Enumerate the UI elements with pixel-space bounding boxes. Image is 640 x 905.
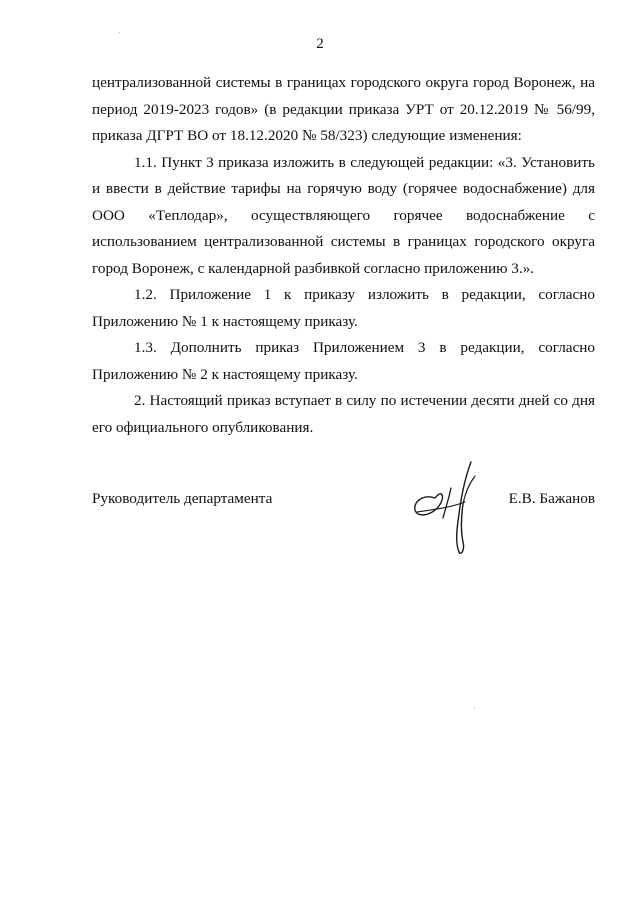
handwritten-signature: [405, 458, 495, 558]
scan-speck: [119, 32, 120, 33]
paragraph-item-2: 2. Настоящий приказ вступает в силу по истечении десяти дней со дня его официального опубликования.: [92, 392, 595, 436]
paragraph-item-1-2: 1.2. Приложение 1 к приказу изложить в редакции, согласно Приложению № 1 к настоящему приказу.: [92, 286, 595, 330]
scan-speck: [474, 708, 475, 709]
page-number: 2: [316, 36, 324, 52]
paragraph-continuation: централизованной системы в границах городского округа город Воронеж, на период 2019-2023 годов» (в редакции приказа УРТ от 20.12.2019 № 56/99, приказа ДГРТ ВО от 18.12.2020 № 58/323) следующие изменения:: [92, 74, 595, 144]
signer-name: Е.В. Бажанов: [508, 490, 595, 507]
paragraph-item-1-1: 1.1. Пункт 3 приказа изложить в следующей редакции: «3. Установить и ввести в действие тарифы на горячую воду (горячее водоснабжение) для ООО «Теплодар», осуществляющего горячее водоснабжение с использованием централизованной системы в границах городского округа город Воронеж, с календарной разбивкой согласно приложению 3.».: [92, 153, 595, 277]
order-body: [92, 70, 595, 441]
paragraph-item-1-3: 1.3. Дополнить приказ Приложением 3 в редакции, согласно Приложению № 2 к настоящему приказу.: [92, 339, 595, 383]
signature-block: [92, 470, 595, 560]
signer-position: Руководитель департамента: [92, 490, 273, 507]
